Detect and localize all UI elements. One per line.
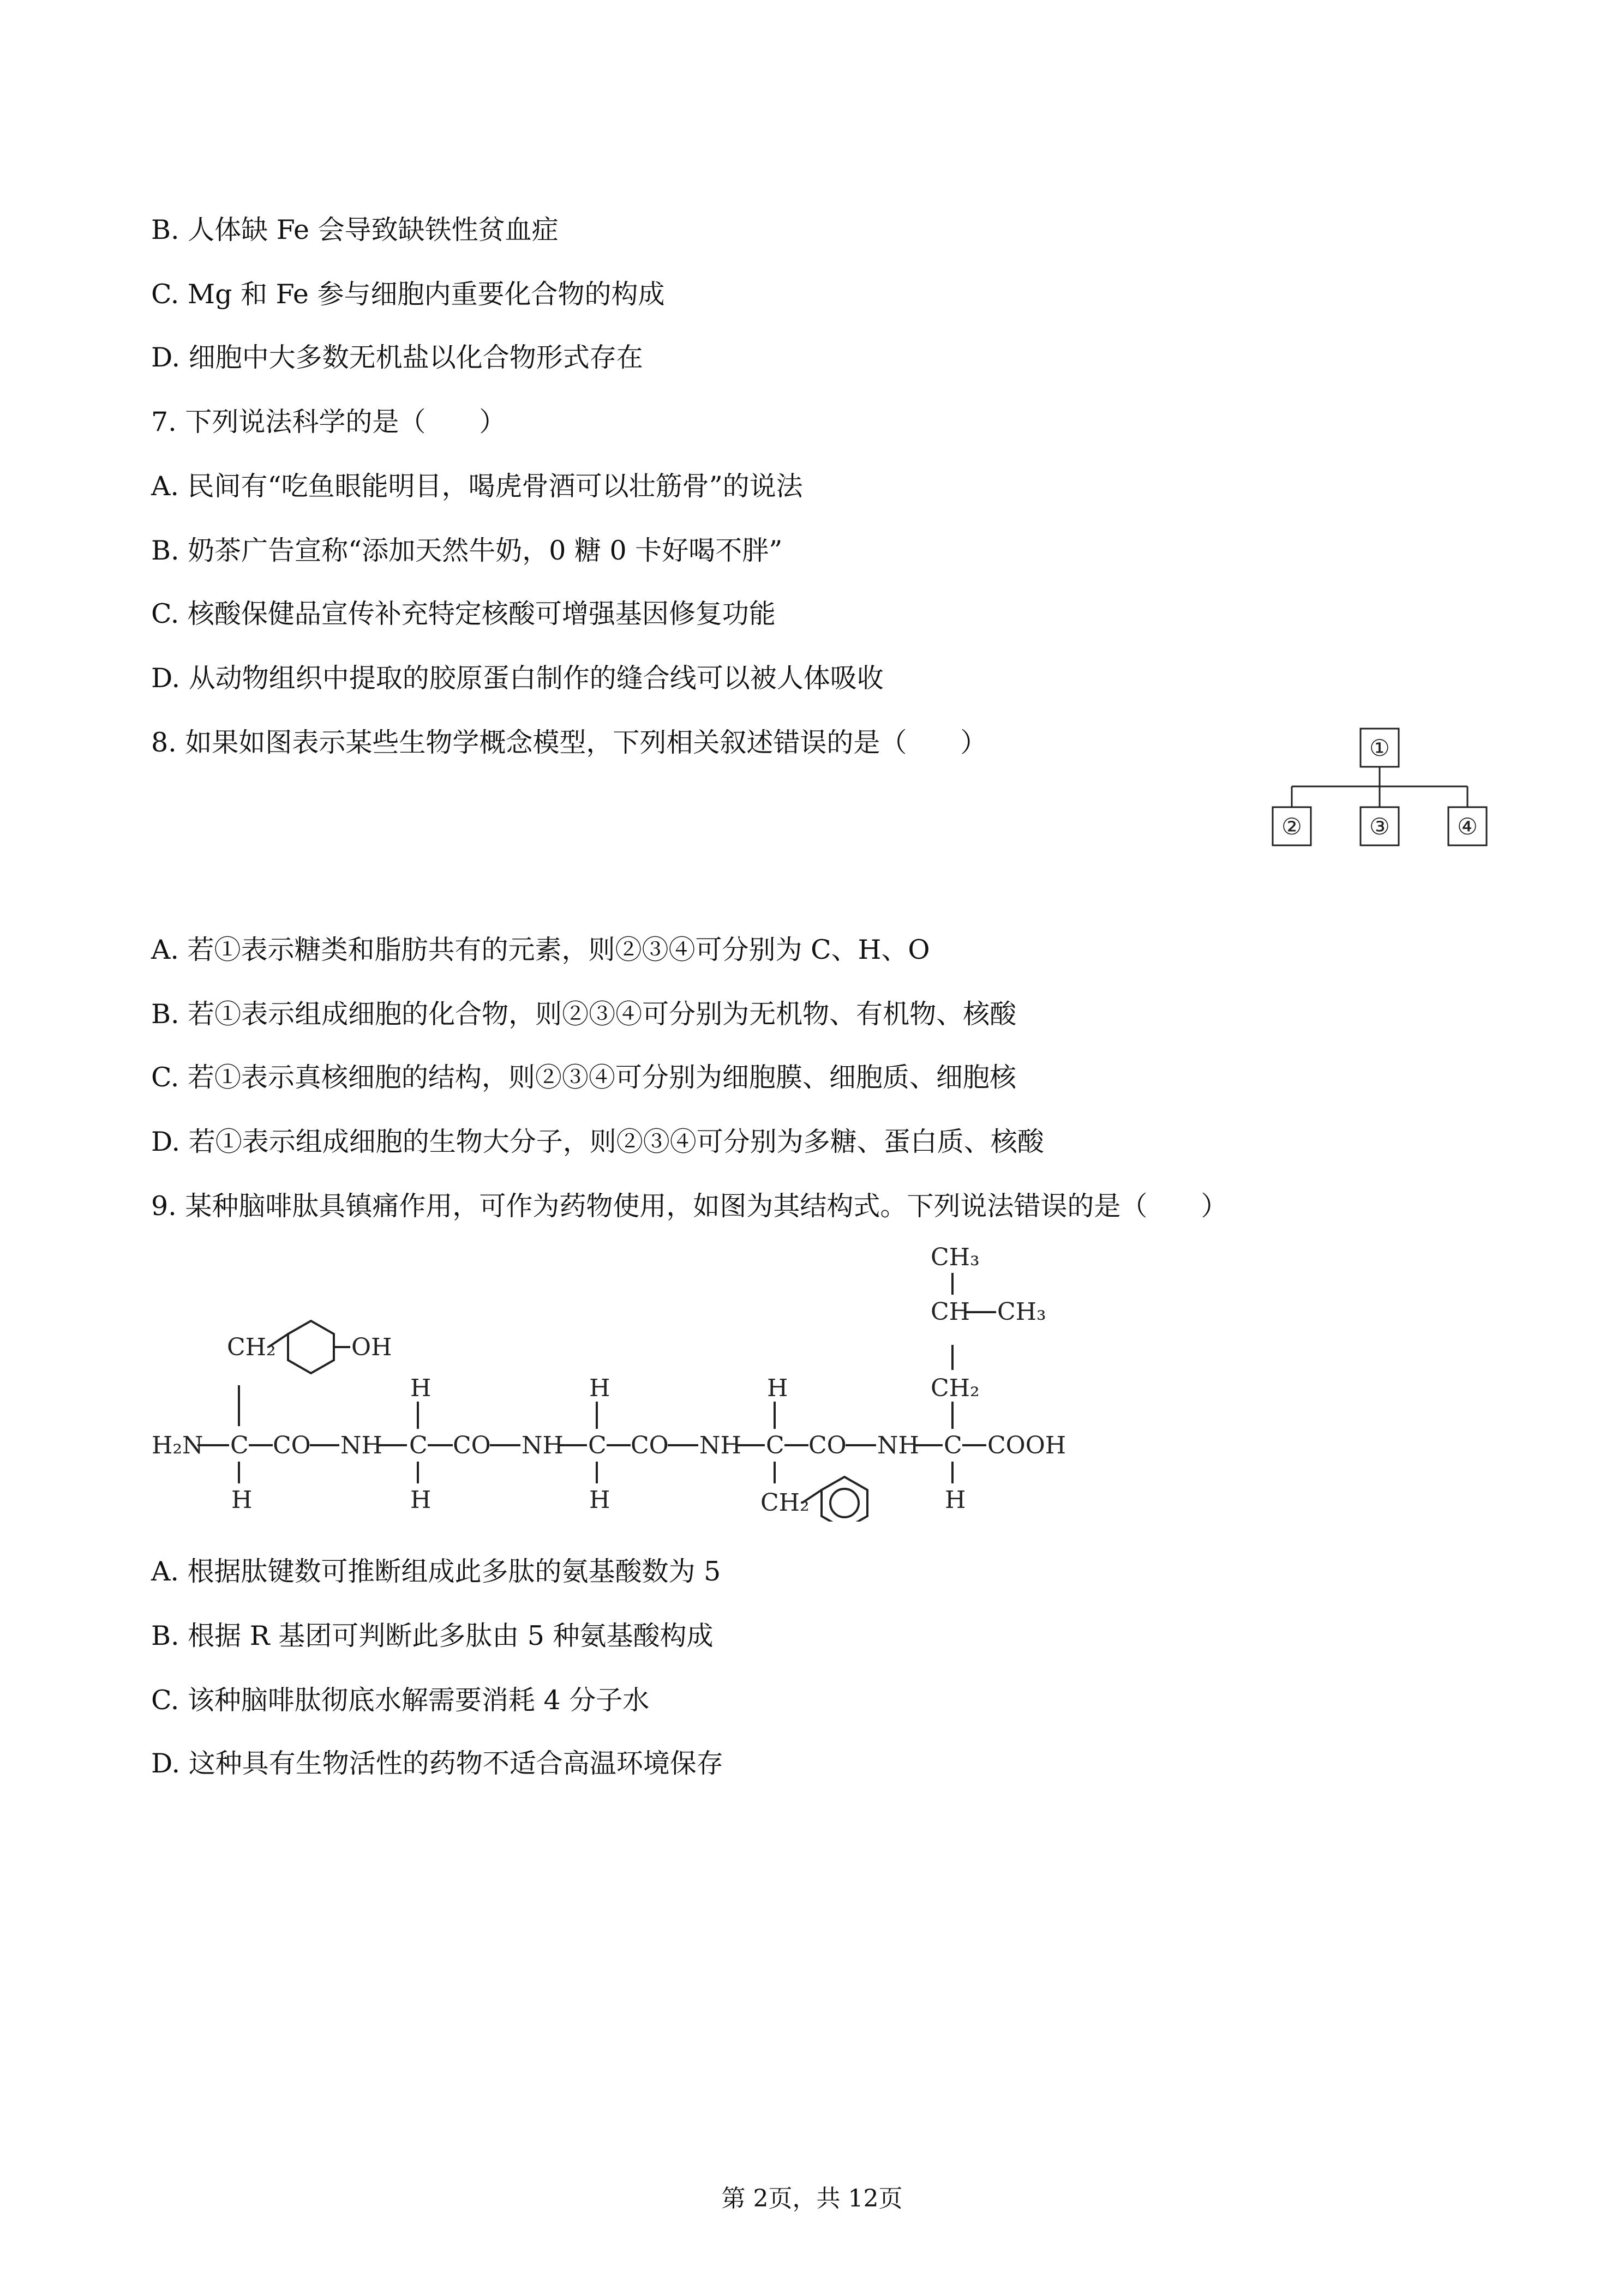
concept-label-left: ② (1281, 813, 1302, 840)
q9-option-d: D. 这种具有生物活性的药物不适合高温环境保存 (151, 1748, 723, 1779)
page-footer: 第 2页，共 12页 (721, 2185, 903, 2213)
res2-h-bottom: H (410, 1486, 432, 1514)
backbone-co2: CO (453, 1432, 491, 1459)
concept-model-diagram (1266, 725, 1495, 851)
concept-label-middle: ③ (1369, 813, 1390, 840)
q6-option-c: C. Mg 和 Fe 参与细胞内重要化合物的构成 (151, 279, 665, 310)
q7-option-a: A. 民间有“吃鱼眼能明目，喝虎骨酒可以壮筋骨”的说法 (151, 471, 803, 502)
backbone-c5: C (944, 1432, 962, 1459)
backbone-nh1: NH (340, 1432, 382, 1459)
backbone-nh4: NH (877, 1432, 919, 1459)
q8-option-c: C. 若①表示真核细胞的结构，则②③④可分别为细胞膜、细胞质、细胞核 (151, 1062, 1016, 1093)
leu-ch: CH (931, 1298, 970, 1326)
backbone-co3: CO (631, 1432, 669, 1459)
leu-ch2: CH₂ (931, 1374, 980, 1402)
q8-option-d: D. 若①表示组成细胞的生物大分子，则②③④可分别为多糖、蛋白质、核酸 (151, 1126, 1044, 1157)
q7-option-c: C. 核酸保健品宣传补充特定核酸可增强基因修复功能 (151, 598, 776, 629)
res2-h-top: H (410, 1374, 432, 1402)
q9-option-b: B. 根据 R 基团可判断此多肽由 5 种氨基酸构成 (151, 1620, 714, 1651)
q9-stem: 9. 某种脑啡肽具镇痛作用，可作为药物使用，如图为其结构式。下列说法错误的是（ ） (151, 1191, 1228, 1222)
tyr-oh: OH (351, 1333, 392, 1361)
backbone-c1: C (230, 1432, 249, 1459)
q7-stem: 7. 下列说法科学的是（ ） (151, 406, 506, 437)
q8-option-a: A. 若①表示糖类和脂肪共有的元素，则②③④可分别为 C、H、O (151, 934, 930, 965)
concept-label-right: ④ (1457, 813, 1478, 840)
backbone-co1: CO (273, 1432, 311, 1459)
backbone-c4: C (766, 1432, 784, 1459)
q7-option-b: B. 奶茶广告宣称“添加天然牛奶，0 糖 0 卡好喝不胖” (151, 535, 783, 566)
q7-option-d: D. 从动物组织中提取的胶原蛋白制作的缝合线可以被人体吸收 (151, 663, 884, 694)
backbone-co4: CO (808, 1432, 847, 1459)
tyr-ch2: CH₂ (227, 1333, 276, 1361)
phe-ch2: CH₂ (760, 1489, 810, 1517)
res4-h-top: H (767, 1374, 788, 1402)
backbone-c2: C (409, 1432, 428, 1459)
tyr-benzene-ring (288, 1321, 334, 1373)
q8-stem: 8. 如果如图表示某些生物学概念模型，下列相关叙述错误的是（ ） (151, 727, 987, 758)
phe-benzene-ring (822, 1477, 867, 1522)
q9-option-c: C. 该种脑啡肽彻底水解需要消耗 4 分子水 (151, 1685, 650, 1716)
phe-ring-circle (830, 1489, 859, 1517)
q6-option-d: D. 细胞中大多数无机盐以化合物形式存在 (151, 342, 643, 373)
enkephalin-structure-formula (147, 1238, 1129, 1522)
q9-option-a: A. 根据肽键数可推断组成此多肽的氨基酸数为 5 (151, 1556, 721, 1587)
backbone-h2n: H₂N (152, 1432, 203, 1459)
res3-h-top: H (589, 1374, 610, 1402)
res5-h-bottom: H (945, 1486, 966, 1514)
leu-ch3-right: CH₃ (997, 1298, 1046, 1326)
res3-h-bottom: H (589, 1486, 610, 1514)
res1-h-bottom: H (231, 1486, 253, 1514)
backbone-cooh: COOH (987, 1432, 1066, 1459)
q8-option-b: B. 若①表示组成细胞的化合物，则②③④可分别为无机物、有机物、核酸 (151, 999, 1017, 1030)
leu-ch3-top: CH₃ (931, 1243, 980, 1271)
q6-option-b: B. 人体缺 Fe 会导致缺铁性贫血症 (151, 214, 559, 245)
concept-label-top: ① (1369, 735, 1390, 761)
backbone-nh2: NH (522, 1432, 564, 1459)
backbone-nh3: NH (699, 1432, 741, 1459)
backbone-c3: C (588, 1432, 607, 1459)
